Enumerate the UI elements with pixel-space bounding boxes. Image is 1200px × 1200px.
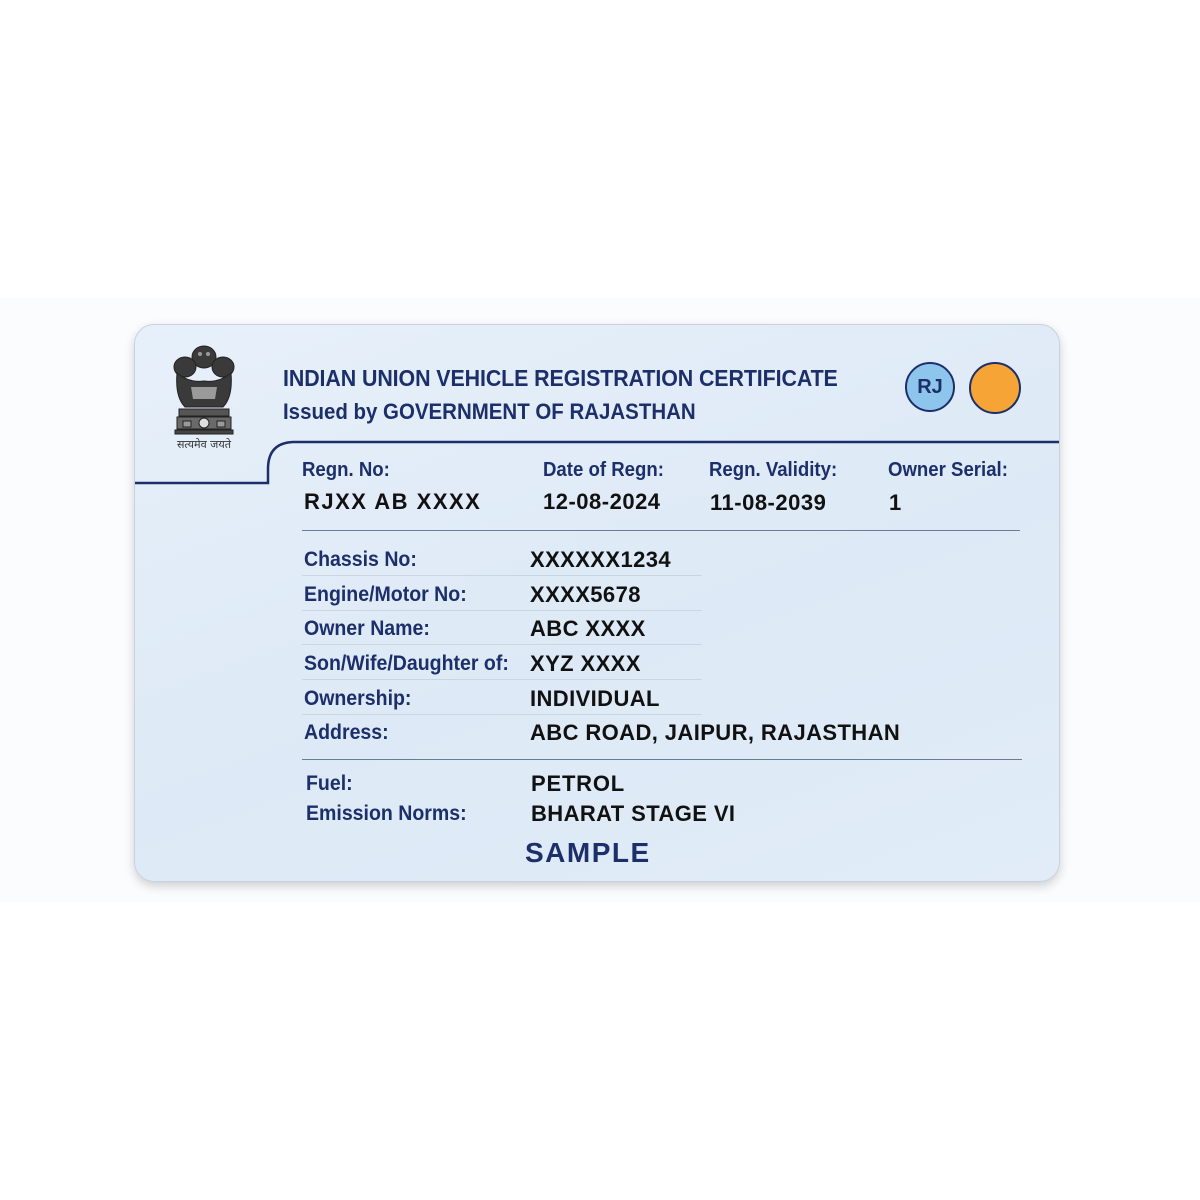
state-code-badge: RJ bbox=[905, 362, 955, 412]
detail-label: Address: bbox=[304, 721, 389, 744]
detail-row-ownership bbox=[302, 681, 702, 715]
owner-serial-label: Owner Serial: bbox=[888, 459, 1008, 481]
detail-value: XXXXXX1234 bbox=[530, 547, 671, 572]
detail-row-engine bbox=[302, 577, 702, 611]
detail-label: Son/Wife/Daughter of: bbox=[304, 652, 509, 675]
regn-no-label: Regn. No: bbox=[302, 459, 390, 481]
issuing-authority: Issued by GOVERNMENT OF RAJASTHAN bbox=[283, 399, 696, 424]
detail-label: Ownership: bbox=[304, 687, 412, 710]
emblem-motto: सत्यमेव जयते bbox=[176, 438, 231, 451]
detail-value: XXXX5678 bbox=[530, 582, 641, 607]
date-of-regn-value: 12-08-2024 bbox=[543, 489, 661, 514]
owner-serial-value: 1 bbox=[889, 490, 902, 515]
header-separator bbox=[302, 530, 1020, 531]
detail-label: Owner Name: bbox=[304, 617, 430, 640]
registration-card bbox=[134, 324, 1060, 882]
detail-row-relation bbox=[302, 646, 702, 680]
detail-label: Chassis No: bbox=[304, 548, 417, 571]
detail-value: INDIVIDUAL bbox=[530, 686, 660, 711]
detail-value: ABC XXXX bbox=[530, 616, 646, 641]
detail-value: ABC ROAD, JAIPUR, RAJASTHAN bbox=[530, 720, 901, 745]
fuel-label: Fuel: bbox=[306, 772, 353, 795]
detail-row-address bbox=[302, 715, 902, 749]
date-of-regn-label: Date of Regn: bbox=[543, 459, 664, 481]
fuel-value: PETROL bbox=[531, 771, 626, 796]
regn-no-value: RJXX AB XXXX bbox=[304, 489, 482, 514]
emission-label: Emission Norms: bbox=[306, 802, 467, 825]
sample-watermark: SAMPLE bbox=[525, 837, 651, 868]
fuel-row bbox=[302, 766, 702, 800]
certificate-title: INDIAN UNION VEHICLE REGISTRATION CERTIFICATE bbox=[283, 365, 838, 391]
detail-value: XYZ XXXX bbox=[530, 651, 641, 676]
detail-row-chassis bbox=[302, 542, 702, 576]
emission-value: BHARAT STAGE VI bbox=[531, 801, 736, 826]
detail-label: Engine/Motor No: bbox=[304, 583, 467, 606]
regn-validity-value: 11-08-2039 bbox=[710, 490, 827, 515]
emission-row bbox=[302, 796, 736, 830]
details-separator bbox=[302, 759, 1022, 760]
detail-row-owner-name bbox=[302, 611, 702, 645]
orange-circle-icon bbox=[969, 362, 1021, 414]
regn-validity-label: Regn. Validity: bbox=[709, 459, 838, 481]
